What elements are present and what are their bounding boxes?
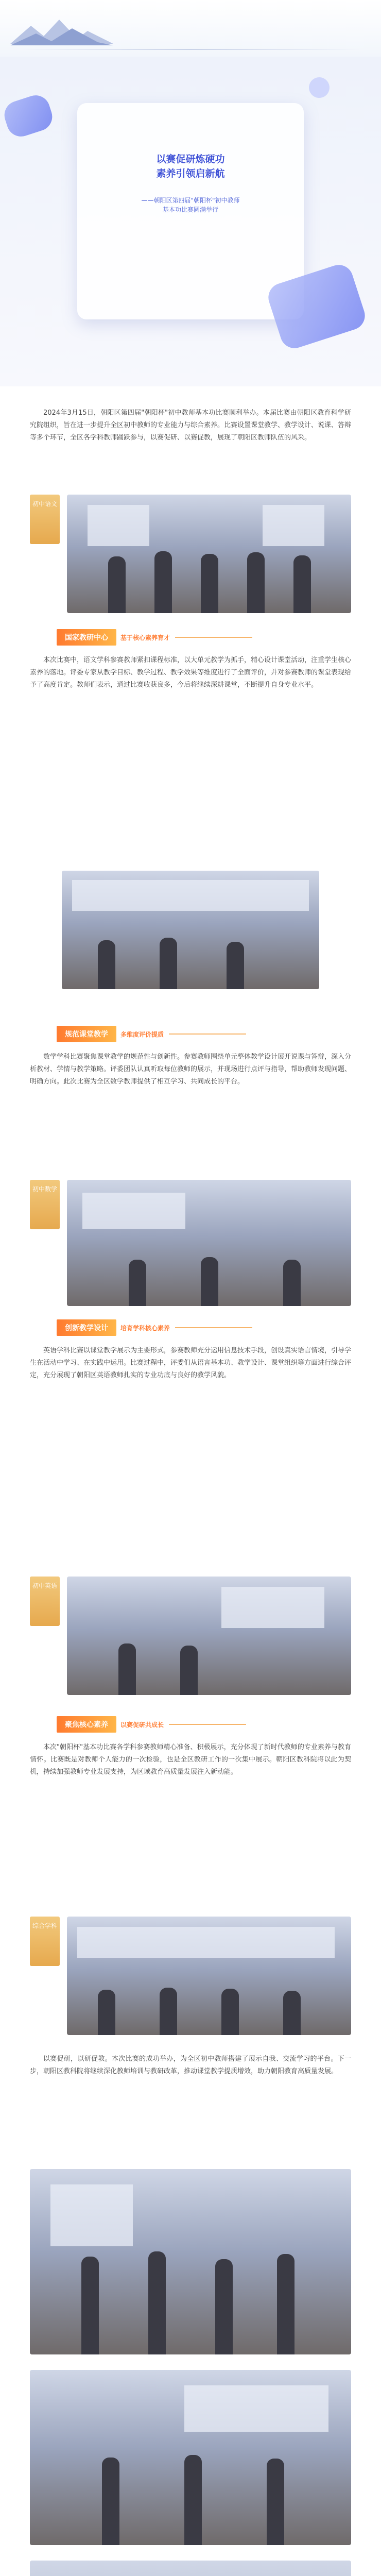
hero-subtitle-line: ——朝阳区第四届"朝阳杯"初中教师 (141, 197, 240, 204)
section-pill-label: 基于核心素养育才 (120, 634, 170, 641)
section-subhead (57, 1319, 252, 1336)
section-tag: 初中数学 (30, 1180, 60, 1229)
section-pill: 聚焦核心素养 (57, 1716, 116, 1733)
section-paragraph: 本次比赛中，语文学科参赛教师紧扣课程标准，以大单元教学为抓手，精心设计课堂活动，注重学生核心素养的落地。评委专家从教学目标、教学过程、教学效果等维度进行了全面评价，并对参赛教师的课堂表现给予了高度肯定。教师们表示，通过比赛收获良多，今后将继续深耕课堂，不断提升自身专业水平。 (30, 656, 352, 689)
intro-paragraph: 2024年3月15日，朝阳区第四届"朝阳杯"初中教师基本功比赛顺利举办。本届比赛由朝阳区教育科学研究院组织，旨在进一步提升全区初中教师的专业能力与综合素养。比赛设置课堂教学、教学设计、说课、答辩等多个环节，全区各学科教师踊跃参与，以赛促研、以赛促教，展现了朝阳区教师队伍的风采。 (30, 409, 352, 442)
section-pill-label: 以赛促研共成长 (120, 1721, 164, 1728)
hero-banner (0, 57, 381, 386)
section-pill-label: 多维度评价提质 (120, 1030, 164, 1038)
section-pill: 规范课堂教学 (57, 1026, 116, 1042)
hero-subtitle-line: 基本功比赛圆满举行 (162, 206, 218, 213)
section-paragraph: 数学学科比赛聚焦课堂教学的规范性与创新性。参赛教师围绕单元整体教学设计展开说课与答辩，深入分析教材、学情与教学策略。评委团队认真听取每位教师的展示，并现场进行点评与指导，帮助教师发现问题、明确方向。此次比赛为全区数学教师提供了相互学习、共同成长的平台。 (30, 1053, 352, 1086)
event-photo (30, 2370, 351, 2545)
section-pill-label: 培育学科核心素养 (120, 1324, 170, 1332)
event-photo (67, 1917, 351, 2035)
event-photo (62, 871, 319, 989)
closing-paragraph: 以赛促研，以研促教。本次比赛的成功举办，为全区初中教师搭建了展示自我、交流学习的平台。下一步，朝阳区教科院将继续深化教师培训与教研改革，推动课堂教学提质增效，助力朝阳教育高质量发展。 (30, 2055, 351, 2075)
hero-decor-shape (306, 75, 332, 100)
section-tag: 初中语文 (30, 495, 60, 544)
section-subhead-line (169, 1724, 246, 1725)
hero-subtitle (0, 196, 381, 214)
page-header (0, 0, 381, 57)
event-photo (30, 2169, 351, 2354)
event-photo (67, 1577, 351, 1695)
section-paragraph: 本次"朝阳杯"基本功比赛各学科参赛教师精心准备、积极展示，充分体现了新时代教师的专业素养与教育情怀。比赛既是对教师个人能力的一次检验，也是全区教研工作的一次集中展示。朝阳区教科院将以此为契机，持续加强教师专业发展支持，为区域教育高质量发展注入新动能。 (30, 1743, 351, 1776)
section-subhead-line (175, 637, 252, 638)
section-pill: 创新教学设计 (57, 1319, 116, 1336)
section-subhead-line (169, 1033, 246, 1035)
header-divider (21, 49, 360, 50)
section-tag: 综合学科 (30, 1917, 60, 1966)
section-subhead (57, 629, 252, 646)
mountain-logo-icon (10, 15, 113, 46)
event-photo (67, 1180, 351, 1306)
hero-title (0, 152, 381, 181)
hero-title-line: 素养引领启新航 (156, 168, 225, 179)
hero-title-line: 以赛促研炼硬功 (156, 154, 225, 165)
event-photo (67, 495, 351, 613)
section-subhead-line (175, 1327, 252, 1328)
section-pill: 国家教研中心 (57, 629, 116, 646)
section-paragraph: 英语学科比赛以课堂教学展示为主要形式，参赛教师充分运用信息技术手段，创设真实语言情境，引导学生在活动中学习、在实践中运用。比赛过程中，评委们从语言基本功、教学设计、课堂组织等方面进行综合评定，充分展现了朝阳区英语教师扎实的专业功底与良好的教学风貌。 (30, 1347, 352, 1379)
section-tag: 初中英语 (30, 1577, 60, 1626)
event-photo (30, 2561, 351, 2576)
section-subhead (57, 1025, 246, 1043)
section-subhead (57, 1716, 246, 1733)
hero-decor-shape (1, 92, 56, 140)
